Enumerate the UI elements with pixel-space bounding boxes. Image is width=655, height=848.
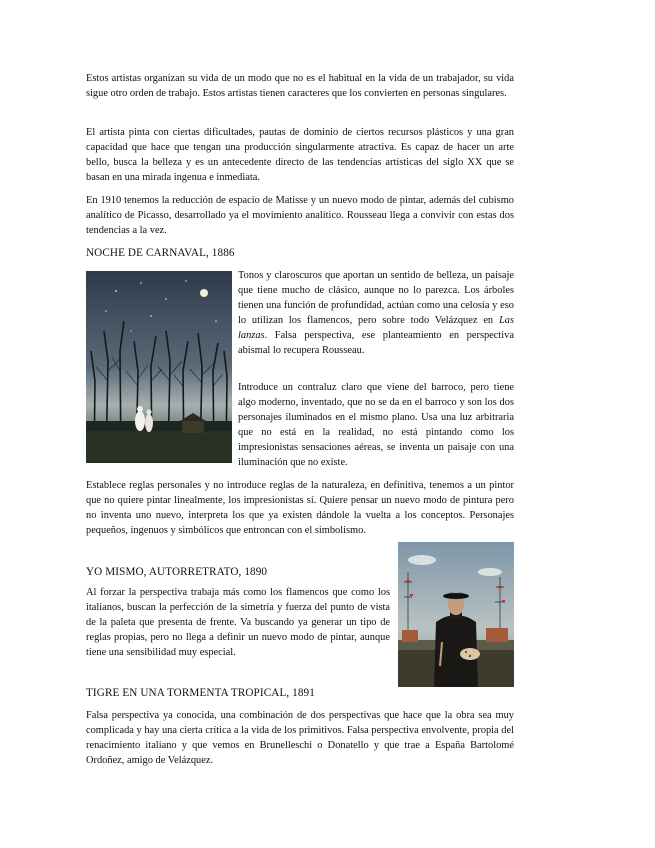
las-lanzas-title: Las lanzas — [238, 315, 514, 341]
paragraph-falsa-perspectiva: Falsa perspectiva ya conocida, una combinación de dos perspectivas que hace que la obra sea muy complicada y hay una cierta crítica a la vida de los primitivos. Falsa perspectiva envolvente, propia del renacimiento italiano y que vemos en Brunelleschi o Donatello y que trae a España Bartolomé Ordoñez, amigo de Velázquez. — [86, 710, 514, 766]
paragraph-tonos-text-start: Tonos y claroscuros que aportan un sentido de belleza, un paisaje que tiene mucho de clásico, aunque no lo parezca. Los árboles tienen una función de profundidad, actúan como una celosía y eso lo utilizan los flamencos, pero sobre todo Velázquez en — [238, 270, 514, 326]
paragraph-tonos-claroscuros — [238, 268, 514, 358]
painting-noche-de-carnaval — [86, 271, 232, 463]
paragraph-tonos-text-end: . Falsa perspectiva, ese planteamiento en perspectiva abismal lo recupera Rousseau. — [238, 330, 514, 356]
paragraph-contraluz: Introduce un contraluz claro que viene del barroco, pero tiene algo moderno, inventado, que no se da en el barroco y son los dos personajes iluminados en el mismo plano. Usa una luz arbitraria que no está en la realidad, no está pintando como los impresionistas sensaciones aéreas, se inventa un paisaje con una iluminación que no existe. — [238, 382, 514, 468]
noche-de-carnaval-image — [86, 271, 232, 463]
paragraph-artists-life: Estos artistas organizan su vida de un modo que no es el habitual en la vida de un trabajador, su vida sigue otro orden de trabajo. Estos artistas tienen caracteres que los convierten en personas singulares. — [86, 73, 514, 99]
paragraph-forzar-perspectiva: Al forzar la perspectiva trabaja más como los flamencos que como los italianos, buscan la perfección de la simetría y fuerza del punto de vista de la paleta que presenta de frente. Va buscando ya generar un tipo de reglas propias, pero no llega a definir un nuevo modo de pintar, aunque tiene una sensibilidad muy especial. — [86, 587, 390, 658]
heading-tigre-tormenta: TIGRE EN UNA TORMENTA TROPICAL, 1891 — [86, 687, 315, 699]
paragraph-1910-matisse: En 1910 tenemos la reducción de espacio de Matisse y un nuevo modo de pintar, además del cubismo analítico de Picasso, desarrollado ya el movimiento analítico. Rousseau llega a convivir con estas dos tendencias a la vez. — [86, 195, 514, 236]
painting-yo-mismo-autorretrato — [398, 542, 514, 687]
heading-noche-de-carnaval: NOCHE DE CARNAVAL, 1886 — [86, 247, 235, 259]
heading-yo-mismo: YO MISMO, AUTORRETRATO, 1890 — [86, 566, 268, 578]
paragraph-artist-difficulties: El artista pinta con ciertas dificultades, pautas de dominio de ciertos recursos plásticos y una gran capacidad que hace que tengan una producción singularmente atractiva. Es capaz de hacer un arte bello, busca la belleza y es un antecedente directo de las tendencias artísticas del siglo XX que se basan en una mirada ingenua e inmediata. — [86, 127, 514, 183]
yo-mismo-image — [398, 542, 514, 687]
paragraph-reglas-personales: Establece reglas personales y no introduce reglas de la naturaleza, en definitiva, tenemos a un pintor que no quiere pintar linealmente, los impresionistas sí. Quiere pensar un nuevo modo de pintura pero no inventa uno nuevo, interpreta los que ya existen dándole la vuelta a los conceptos. Personajes pequeños, ingenuos y simbólicos que entroncan con el simbolismo. — [86, 480, 514, 536]
